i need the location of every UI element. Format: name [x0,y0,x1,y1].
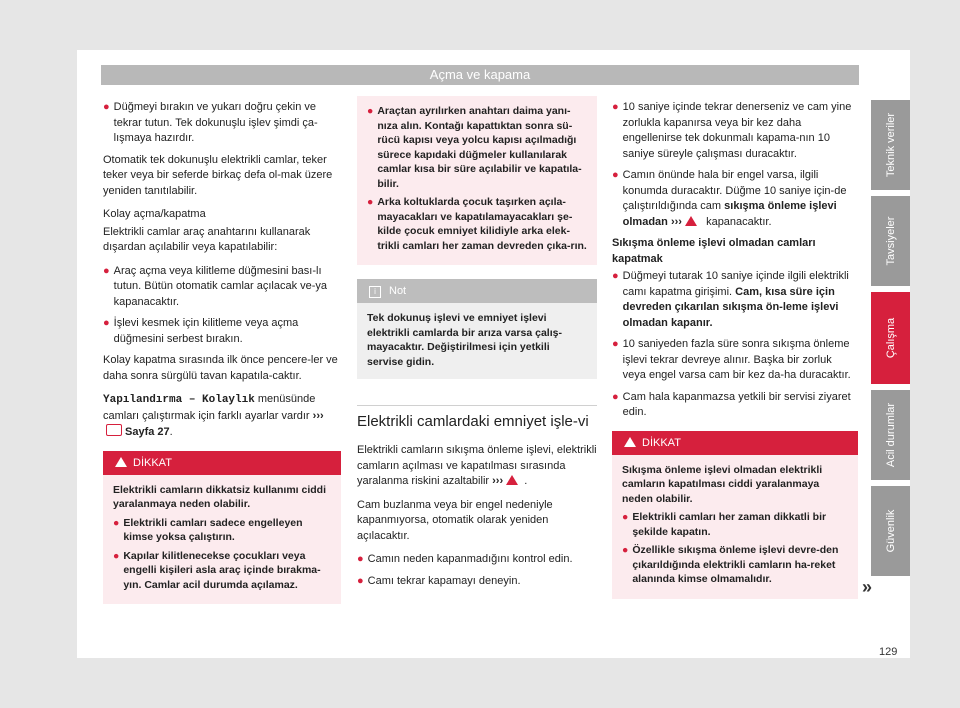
section-title: Elektrikli camlardaki emniyet işle-vi [357,405,597,431]
page-header: Açma ve kapama [101,65,859,85]
warning-icon [624,437,636,447]
note-header: i Not [357,279,597,303]
warning-box-continued [357,96,597,265]
bullet-icon: ● [612,338,619,350]
info-icon: i [369,286,381,298]
list-item: ● 10 saniyeden fazla süre sonra sıkışma önleme işlevi tekrar devreye alınır. Başka bir zorluk veya engel varsa cam bir kez da-ha duracaktır. [612,337,858,384]
bullet-icon: ● [612,390,619,403]
paragraph: Otomatik tek dokunuşlu elektrikli camlar, teker teker veya bir seferde birkaç defa ol-mak üzere yeniden tanıtılabilir. [103,153,333,197]
bullet-icon: ● [357,574,364,587]
reference-arrow: ››› [312,409,324,422]
subheading: Sıkışma önleme işlevi olmadan camları kapatmak [612,237,816,265]
list-item: ● Araç açma veya kilitleme düğmesini bası-lı tutun. Bütün otomatik camlar açılacak ve-ya kapanacaktır. [103,264,341,311]
warning-body: Elektrikli camların dikkatsiz kullanımı ciddi yaralanmaya neden olabilir. ● Elektrikli camları sadece engelleyen kimse yoksa çalıştırın. ● Kapılar kilitlenecekse çocukları veya engelli kişileri asla araç içinde bırakma-yın. Camlar acil durumda açılamaz. [103,475,341,605]
paragraph: Elektrikli camların sıkışma önleme işlevi, elektrikli camların açılması ve kapatılması sırasında yaralanma riskini azaltabilir ››› . [357,444,597,487]
list-item: ● Elektrikli camları her zaman dikkatli bir şekilde kapatın. [622,511,827,538]
book-icon [106,424,122,436]
bullet-icon: ● [367,196,374,208]
column-1 [103,100,341,604]
warning-header: DİKKAT [103,451,341,475]
list-item: ● Düğmeyi tutarak 10 saniye içinde ilgili elektrikli camı kapatma girişimi. Cam, kısa süre için devreden çıkarılan sıkışma ön-leme işlevi olmadan kapanır. [612,269,858,331]
list-item: ● Camın önünde hala bir engel varsa, ilgili konumda duracaktır. Düğme 10 saniye için-de çalıştırıldığında cam sıkışma önleme işlevi olmadan ››› kapanacaktır. [612,168,858,230]
warning-icon [115,457,127,467]
list-item: ● Elektrikli camları sadece engelleyen kimse yoksa çalıştırın. [113,516,303,543]
warning-header: DİKKAT [612,431,858,455]
bullet-icon: ● [103,264,110,277]
reference-arrow: ››› [670,215,682,228]
tab-guvenlik[interactable]: Güvenlik [871,486,910,576]
bullet-icon: ● [357,553,364,565]
list-item: ● Cam hala kapanmazsa yetkili bir servisi ziyaret edin. [612,390,858,421]
paragraph: Elektrikli camlar araç anahtarını kullanarak dışardan açılabilir veya kapatılabilir: [103,225,311,253]
continue-mark: » [862,577,873,597]
bullet-icon: ● [103,317,110,329]
tab-calisma[interactable]: Çalışma [871,292,910,384]
paragraph: Yapılandırma – Kolaylık menüsünde camları çalıştırmak için farklı ayarlar vardır ››› Sayfa 27. [103,393,324,438]
list-item: ● 10 saniye içinde tekrar denerseniz ve cam yine zorlukla kapanırsa veya bir kez daha engellenirse tek dokunmalı kapama-nın 10 saniye süreyle çalışması duracaktır. [612,100,858,162]
warning-body: Sıkışma önleme işlevi olmadan elektrikli camların kapatılması ciddi yaralanmaya neden olabilir. ● Elektrikli camları her zaman dikkatli bir şekilde kapatın. ● Özellikle sıkışma önleme işlevi devre-den çıkarıldığında elektrikli camların ha-reket alanında kimse olmamalıdır. [612,455,858,599]
subheading: Kolay açma/kapatma [103,208,206,220]
list-item: ● Camın neden kapanmadığını kontrol edin. [357,552,597,568]
warning-icon [685,216,697,226]
list-item: ● Kapılar kilitlenecekse çocukları veya engelli kişileri asla araç içinde bırakma-yın. Camlar acil durumda açılamaz. [113,549,321,591]
warning-icon [506,475,518,485]
menu-code: Yapılandırma – Kolaylık [103,394,255,406]
bullet-icon: ● [113,549,120,562]
list-item: ● Özellikle sıkışma önleme işlevi devre-den çıkarıldığında elektrikli camların ha-reket alanında kimse olmamalıdır. [622,544,839,585]
list-item: ● İşlevi kesmek için kilitleme veya açma düğmesini serbest bırakın. [103,316,341,347]
reference-arrow: ››› [492,475,504,487]
warning-body [357,96,597,265]
list-item: ● Araçtan ayrılırken anahtarı daima yanı-nıza alın. Kontağı kapattıktan sonra sü-rücü kapısı veya yolcu kapısı açılmadığı sürece kapıdaki düğmeler kullanılarak camlar kısa bir süre açılabilir ve kapatıla-bilir. [367,105,582,190]
column-2 [357,96,597,595]
tab-teknik-veriler[interactable]: Teknik veriler [871,100,910,190]
paragraph: Cam buzlanma veya bir engel nedeniyle kapanmıyorsa, otomatik olarak yeniden açılacaktır. [357,498,553,542]
list-item: ● Arka koltuklarda çocuk taşırken açıla-mayacakları ve kapatılamayacakları şe-kilde çocuk emniyet kilidiyle arka elek-trikli camları her zaman devreden çıka-rın. [367,196,587,252]
tab-acil-durumlar[interactable]: Acil durumlar [871,390,910,480]
bullet-icon: ● [612,270,619,282]
page-reference-link[interactable]: Sayfa 27 [125,426,170,438]
bullet-icon: ● [612,101,619,113]
paragraph: Kolay kapatma sırasında ilk önce pencere-ler ve daha sonra sürgülü tavan kapatıla-caktır. [103,354,338,382]
note-body: Tek dokunuş işlevi ve emniyet işlevi elektrikli camlarda bir arıza varsa çalış-mayacaktır. Değiştirilmesi için yetkili servise gidin. [367,312,562,368]
page-number: 129 [879,646,898,658]
bullet-icon: ● [103,101,110,113]
tab-tavsiyeler[interactable]: Tavsiyeler [871,196,910,286]
bullet-icon: ● [612,169,619,181]
warning-box [103,451,341,605]
column-3 [612,100,858,599]
bullet-icon: ● [622,544,629,556]
note-box [357,279,597,379]
warning-box [612,431,858,599]
bullet-icon: ● [113,516,120,529]
bullet-icon: ● [622,511,629,523]
list-item: ● Düğmeyi bırakın ve yukarı doğru çekin ve tekrar tutun. Tek dokunuşlu işlev şimdi ça-lışmaya hazırdır. [103,100,341,147]
list-item: ● Camı tekrar kapamayı deneyin. [357,574,597,590]
bullet-icon: ● [367,105,374,117]
